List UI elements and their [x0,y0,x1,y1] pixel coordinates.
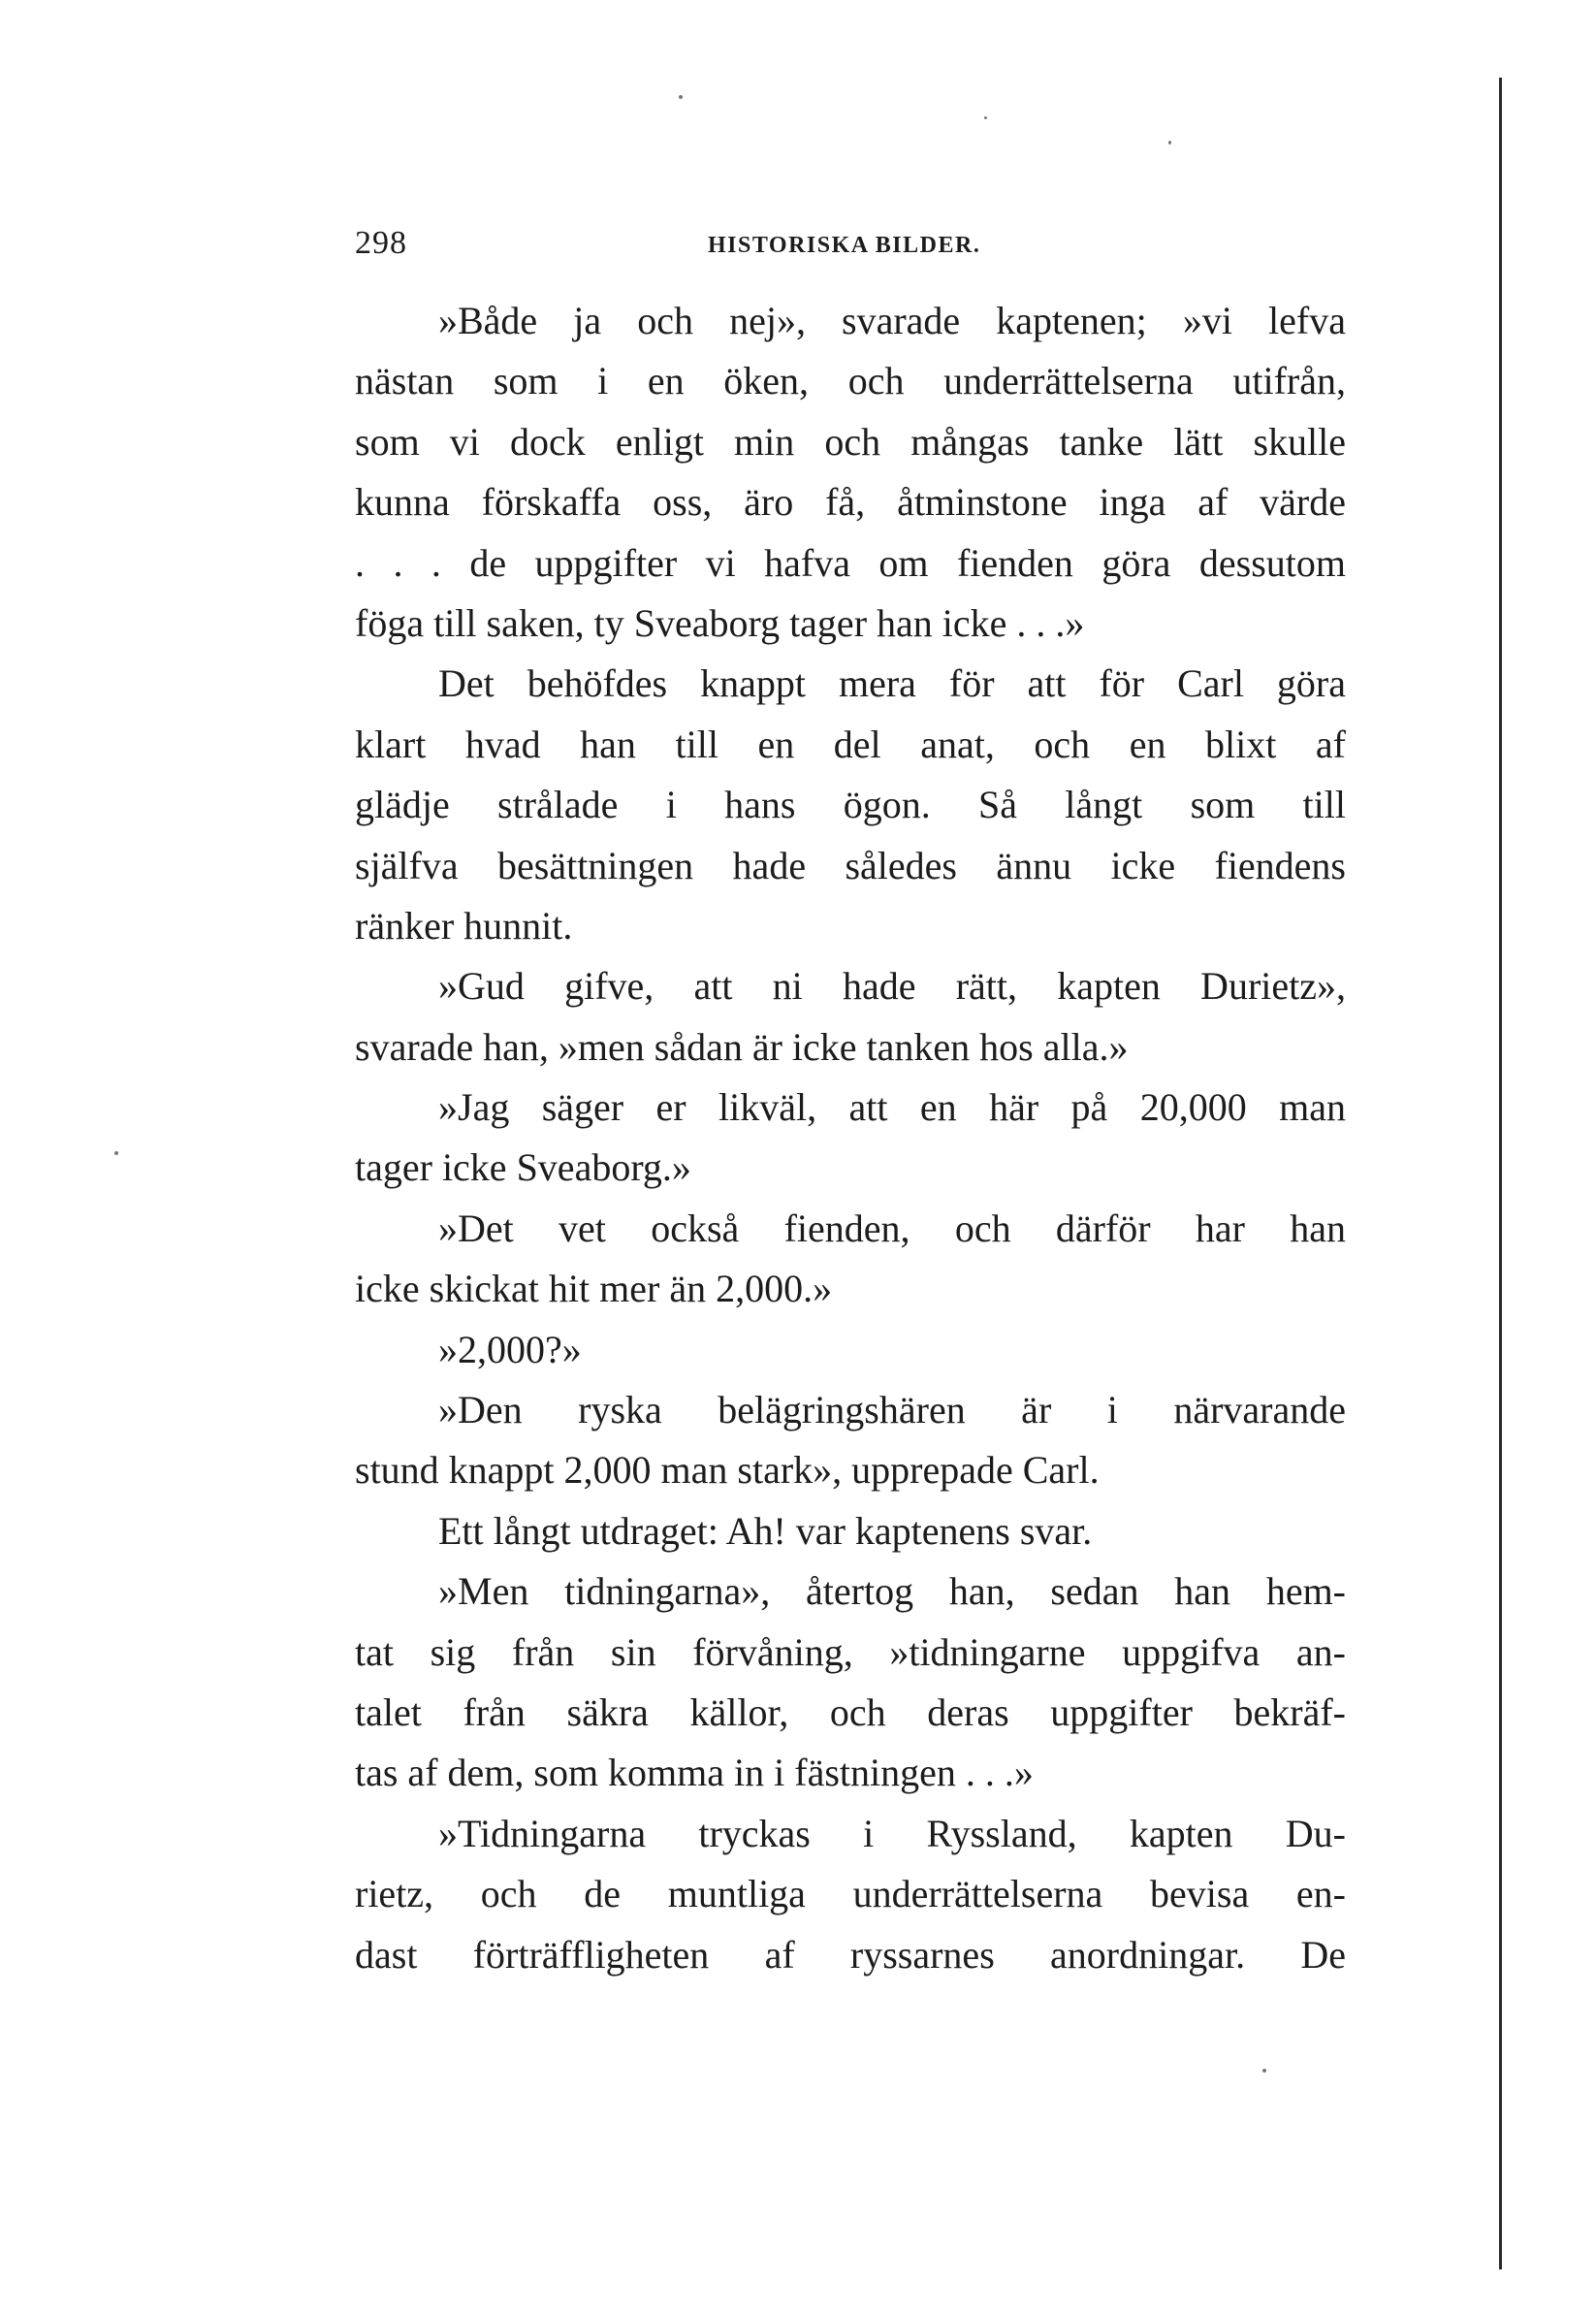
text-line: talet från säkra källor, och deras uppgifter bekräf- [355,1689,1346,1734]
text-line: glädje strålade i hans ögon. Så långt som till [355,783,1346,827]
text-line: »2,000?» [438,1327,582,1371]
text-line: nästan som i en öken, och underrättelserna utifrån, [355,359,1346,403]
text-line: rietz, och de muntliga underrättelserna bevisa en- [355,1872,1346,1916]
text-line: »Tidningarna tryckas i Ryssland, kapten Du- [438,1811,1346,1855]
text-line: dast förträffligheten af ryssarnes anordningar. De [355,1932,1346,1977]
text-line: Det behöfdes knappt mera för att för Carl göra [438,661,1346,706]
dust-speck [984,116,987,119]
body-text [355,291,1346,1985]
text-line: kunna förskaffa oss, äro få, åtminstone inga af värde [355,480,1346,525]
text-line: själfva besättningen hade således ännu icke fiendens [355,843,1346,887]
text-line: föga till saken, ty Sveaborg tager han icke . . .» [355,600,1085,645]
text-line: stund knappt 2,000 man stark», upprepade Carl. [355,1448,1100,1493]
text-line: tat sig från sin förvåning, »tidningarne uppgifva an- [355,1629,1346,1674]
text-line: . . . de uppgifter vi hafva om fienden göra dessutom [355,540,1346,585]
text-line: »Det vet också fienden, och därför har han [438,1206,1346,1250]
dust-speck [1168,141,1171,145]
text-line: ränker hunnit. [355,903,573,948]
dust-speck [1262,2069,1266,2073]
text-line: »Men tidningarna», återtog han, sedan han hem- [438,1569,1346,1614]
dust-speck [679,95,683,99]
page-number: 298 [355,225,407,261]
running-head: HISTORISKA BILDER. [708,233,981,258]
scan-edge-line [1499,78,1502,2269]
text-line: tas af dem, som komma in i fästningen . . .» [355,1751,1034,1795]
text-line: »Både ja och nej», svarade kaptenen; »vi lefva [438,299,1346,342]
text-line: »Gud gifve, att ni hade rätt, kapten Durietz», [438,964,1346,1009]
text-line: klart hvad han till en del anat, och en blixt af [355,722,1346,766]
text-line: »Den ryska belägringshären är i närvarande [438,1388,1346,1432]
text-line: tager icke Sveaborg.» [355,1145,691,1190]
text-line: svarade han, »men sådan är icke tanken hos alla.» [355,1024,1129,1069]
text-line: icke skickat hit mer än 2,000.» [355,1267,833,1311]
page-header [355,225,1348,264]
text-line: Ett långt utdraget: Ah! var kaptenens svar. [438,1508,1093,1553]
text-line: »Jag säger er likväl, att en här på 20,000 man [438,1085,1346,1130]
text-line: som vi dock enligt min och mångas tanke lätt skulle [355,419,1346,464]
dust-speck [114,1151,118,1155]
